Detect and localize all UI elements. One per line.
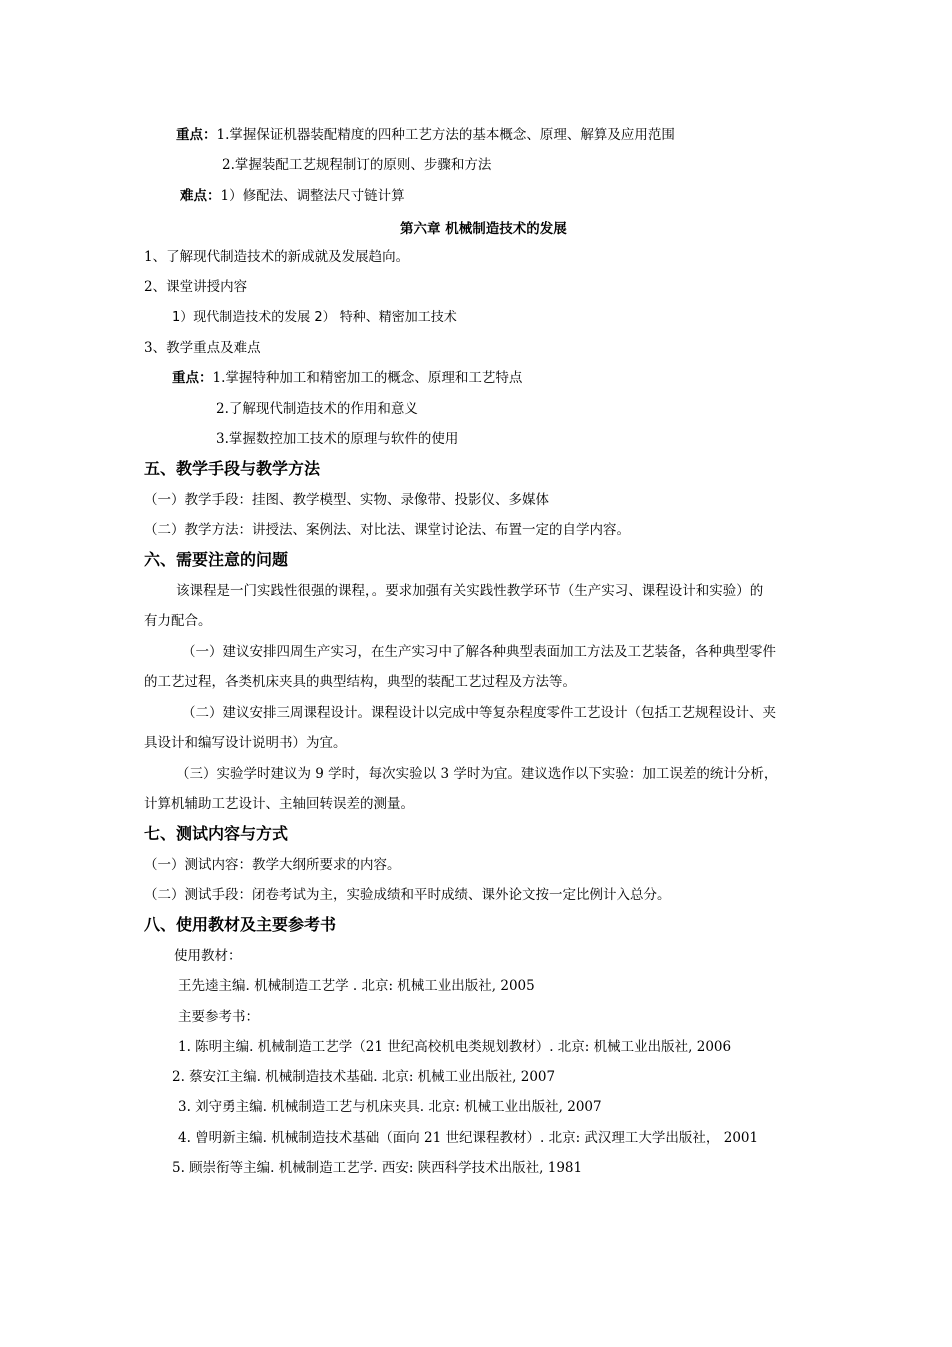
reference-item: 5. 顾崇衔等主编. 机械制造工艺学. 西安: 陕西科学技术出版社, 1981 [172, 1160, 583, 1176]
key-points-label: 重点： [172, 370, 213, 386]
list-item: 2、课堂讲授内容 [144, 279, 248, 295]
paragraph-line: 有力配合。 [144, 613, 212, 629]
section-heading: 七、测试内容与方式 [144, 824, 289, 843]
reference-item: 4. 曾明新主编. 机械制造技术基础（面向 21 世纪课程教材）. 北京: 武汉理工大学出版社， 2001 [178, 1130, 759, 1146]
key-point-text: 2.了解现代制造技术的作用和意义 [216, 401, 418, 417]
difficult-point-text: 1）修配法、调整法尺寸链计算 [220, 188, 405, 204]
paragraph-line: （一）建议安排四周生产实习，在生产实习中了解各种典型表面加工方法及工艺装备，各种典型零件 [182, 644, 776, 660]
paragraph-line: 该课程是一门实践性很强的课程，。要求加强有关实践性教学环节（生产实习、课程设计和实验）的 [176, 583, 764, 599]
paragraph-line: （二）建议安排三周课程设计。课程设计以完成中等复杂程度零件工艺设计（包括工艺规程设计、夹 [182, 705, 776, 721]
paragraph-line: （一）教学手段：挂图、教学模型、实物、录像带、投影仪、多媒体 [144, 492, 549, 508]
references-label: 主要参考书： [178, 1009, 259, 1025]
reference-item: 2. 蔡安江主编. 机械制造技术基础. 北京: 机械工业出版社, 2007 [172, 1069, 556, 1085]
paragraph-line: （三）实验学时建议为 9 学时，每次实验以 3 学时为宜。建议选作以下实验：加工误差的统计分析， [176, 766, 778, 782]
key-points-line-1 [172, 369, 522, 387]
difficult-points-label: 难点： [180, 188, 221, 204]
key-point-text: 1.掌握特种加工和精密加工的概念、原理和工艺特点 [212, 370, 523, 386]
reference-item: 1. 陈明主编. 机械制造工艺学（21 世纪高校机电类规划教材）. 北京: 机械工业出版社, 2006 [178, 1039, 732, 1055]
paragraph-line: （二）教学方法：讲授法、案例法、对比法、课堂讨论法、布置一定的自学内容。 [144, 522, 630, 538]
lecture-content: 1）现代制造技术的发展 2） 特种、精密加工技术 [172, 310, 457, 325]
section-heading: 五、教学手段与教学方法 [144, 459, 321, 478]
section-heading: 六、需要注意的问题 [144, 550, 289, 569]
textbook-entry: 王先逵主编. 机械制造工艺学 . 北京: 机械工业出版社, 2005 [178, 978, 535, 994]
difficult-points-line [180, 187, 405, 205]
key-points-line-1 [176, 126, 675, 144]
key-point-text: 1.掌握保证机器装配精度的四种工艺方法的基本概念、原理、解算及应用范围 [216, 127, 675, 143]
paragraph-line: 具设计和编写设计说明书）为宜。 [144, 735, 347, 751]
reference-item: 3. 刘守勇主编. 机械制造工艺与机床夹具. 北京: 机械工业出版社, 2007 [178, 1099, 602, 1115]
textbook-label: 使用教材： [174, 948, 242, 964]
paragraph-line: （二）测试手段：闭卷考试为主，实验成绩和平时成绩、课外论文按一定比例计入总分。 [144, 887, 671, 903]
paragraph-line: 计算机辅助工艺设计、主轴回转误差的测量。 [144, 796, 414, 812]
key-point-text: 3.掌握数控加工技术的原理与软件的使用 [216, 431, 459, 447]
list-item: 3、教学重点及难点 [144, 340, 261, 356]
chapter-title: 第六章 机械制造技术的发展 [400, 221, 567, 237]
key-points-label: 重点： [176, 127, 217, 143]
key-point-text: 2.掌握装配工艺规程制订的原则、步骤和方法 [222, 157, 492, 173]
section-heading: 八、使用教材及主要参考书 [144, 915, 337, 934]
paragraph-line: （一）测试内容：教学大纲所要求的内容。 [144, 857, 401, 873]
paragraph-line: 的工艺过程，各类机床夹具的典型结构，典型的装配工艺过程及方法等。 [144, 674, 576, 690]
list-item: 1、了解现代制造技术的新成就及发展趋向。 [144, 249, 410, 265]
